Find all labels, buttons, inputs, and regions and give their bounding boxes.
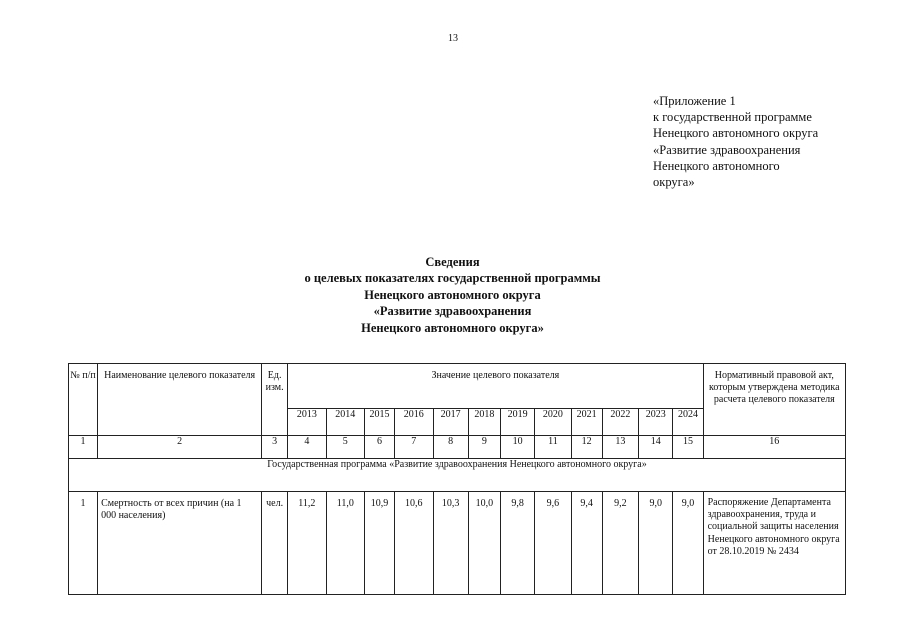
column-number: 14: [639, 436, 673, 459]
row-value: 10,0: [468, 492, 500, 595]
row-value: 9,6: [535, 492, 571, 595]
row-unit: чел.: [262, 492, 288, 595]
year-cell: 2014: [326, 409, 364, 436]
row-value: 11,2: [288, 492, 326, 595]
column-number: 4: [288, 436, 326, 459]
header-name: Наименование целевого показателя: [98, 364, 262, 436]
column-number: 5: [326, 436, 364, 459]
row-value: 9,2: [602, 492, 638, 595]
row-value: 10,6: [395, 492, 433, 595]
indicators-table: [68, 363, 846, 595]
column-number: 13: [602, 436, 638, 459]
row-num: 1: [69, 492, 98, 595]
year-cell: 2017: [433, 409, 468, 436]
appendix-line: «Развитие здравоохранения: [653, 142, 801, 157]
section-title: Государственная программа «Развитие здравоохранения Ненецкого автономного округа»: [69, 459, 846, 492]
column-number: 10: [500, 436, 534, 459]
page-number: 13: [448, 33, 458, 44]
row-name: Смертность от всех причин (на 1 000 населения): [98, 492, 262, 595]
title-line: Ненецкого автономного округа: [364, 287, 541, 302]
year-cell: 2024: [673, 409, 703, 436]
header-num: № п/п: [69, 364, 98, 436]
year-cell: 2019: [500, 409, 534, 436]
row-value: 9,0: [673, 492, 703, 595]
header-unit: Ед. изм.: [262, 364, 288, 436]
year-cell: 2020: [535, 409, 571, 436]
appendix-line: «Приложение 1: [653, 94, 736, 108]
column-number: 6: [364, 436, 394, 459]
document-title: [0, 254, 905, 336]
header-act: Нормативный правовой акт, которым утверждена методика расчета целевого показателя: [703, 364, 845, 436]
column-number: 12: [571, 436, 602, 459]
title-line: Ненецкого автономного округа»: [361, 320, 544, 335]
appendix-line: к государственной программе: [653, 110, 812, 125]
title-line: «Развитие здравоохранения: [373, 304, 532, 319]
year-cell: 2016: [395, 409, 433, 436]
year-cell: 2015: [364, 409, 394, 436]
column-numbers-row: [69, 436, 846, 459]
column-number: 2: [98, 436, 262, 459]
title-line: Сведения: [425, 255, 480, 269]
header-row: [69, 364, 846, 409]
header-values: Значение целевого показателя: [288, 364, 703, 409]
column-number: 8: [433, 436, 468, 459]
column-number: 3: [262, 436, 288, 459]
appendix-note: [653, 93, 818, 190]
year-cell: 2021: [571, 409, 602, 436]
appendix-line: округа»: [653, 175, 695, 190]
column-number: 11: [535, 436, 571, 459]
appendix-line: Ненецкого автономного: [653, 158, 780, 173]
column-number: 16: [703, 436, 845, 459]
column-number: 9: [468, 436, 500, 459]
row-value: 10,3: [433, 492, 468, 595]
table-row: [69, 492, 846, 595]
year-cell: 2013: [288, 409, 326, 436]
appendix-line: Ненецкого автономного округа: [653, 126, 819, 141]
row-value: 9,8: [500, 492, 534, 595]
section-row: [69, 459, 846, 492]
row-value: 9,4: [571, 492, 602, 595]
row-value: 10,9: [364, 492, 394, 595]
title-line: о целевых показателях государственной программы: [304, 271, 601, 286]
row-value: 11,0: [326, 492, 364, 595]
column-number: 1: [69, 436, 98, 459]
year-cell: 2023: [639, 409, 673, 436]
row-value: 9,0: [639, 492, 673, 595]
column-number: 15: [673, 436, 703, 459]
column-number: 7: [395, 436, 433, 459]
year-cell: 2018: [468, 409, 500, 436]
year-cell: 2022: [602, 409, 638, 436]
row-act: Распоряжение Департамента здравоохранения, труда и социальной защиты населения Ненецкого автономного округа от 28.10.2019 № 2434: [703, 492, 845, 595]
